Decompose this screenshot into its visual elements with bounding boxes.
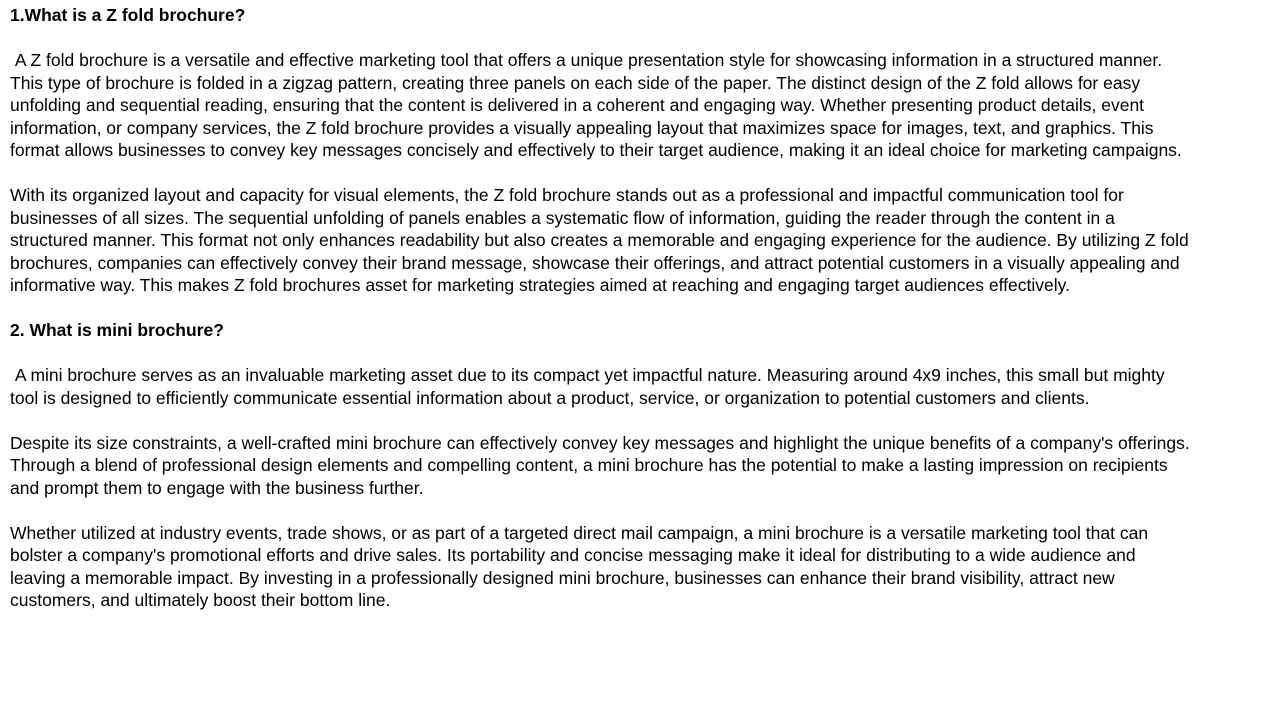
section-heading-z-fold: 1.What is a Z fold brochure? xyxy=(10,5,246,25)
paragraph-z-fold-intro: A Z fold brochure is a versatile and effective marketing tool that offers a unique presentation style for showcasing information in a structured manner. This type of brochure is folded in a zigzag pattern, creating three panels on each side of the paper. The distinct design of the Z fold allows for easy unfolding and sequential reading, ensuring that the content is delivered in a coherent and engaging way. Whether presenting product details, event information, or company services, the Z fold brochure provides a visually appealing layout that maximizes space for images, text, and graphics. This format allows businesses to convey key messages concisely and effectively to their target audience, making it an ideal choice for marketing campaigns. xyxy=(10,50,1182,160)
paragraph-z-fold-benefits: With its organized layout and capacity for visual elements, the Z fold brochure stands out as a professional and impactful communication tool for businesses of all sizes. The sequential unfolding of panels enables a systematic flow of information, guiding the reader through the content in a structured manner. This format not only enhances readability but also creates a memorable and engaging experience for the audience. By utilizing Z fold brochures, companies can effectively convey their brand message, showcase their offerings, and attract potential customers in a visually appealing and informative way. This makes Z fold brochures asset for marketing strategies aimed at reaching and engaging target audiences effectively. xyxy=(10,185,1189,295)
spacer xyxy=(10,297,1272,320)
spacer xyxy=(10,499,1272,522)
spacer xyxy=(10,409,1272,432)
paragraph-mini-brochure-uses: Whether utilized at industry events, trade shows, or as part of a targeted direct mail campaign, a mini brochure is a versatile marketing tool that can bolster a company's promotional efforts and drive sales. Its portability and concise messaging make it ideal for distributing to a wide audience and leaving a memorable impact. By investing in a professionally designed mini brochure, businesses can enhance their brand visibility, attract new customers, and ultimately boost their bottom line. xyxy=(10,522,1149,610)
spacer xyxy=(10,162,1272,185)
spacer xyxy=(10,27,1272,50)
spacer xyxy=(10,342,1272,365)
section-heading-mini-brochure: 2. What is mini brochure? xyxy=(10,320,224,340)
paragraph-mini-brochure-intro: A mini brochure serves as an invaluable marketing asset due to its compact yet impactful nature. Measuring around 4x9 inches, this small but mighty tool is designed to efficiently communicate essential information about a product, service, or organization to potential customers and clients. xyxy=(10,365,1165,408)
paragraph-mini-brochure-design: Despite its size constraints, a well-crafted mini brochure can effectively convey key messages and highlight the unique benefits of a company's offerings. Through a blend of professional design elements and compelling content, a mini brochure has the potential to make a lasting impression on recipients and prompt them to engage with the business further. xyxy=(10,432,1190,498)
